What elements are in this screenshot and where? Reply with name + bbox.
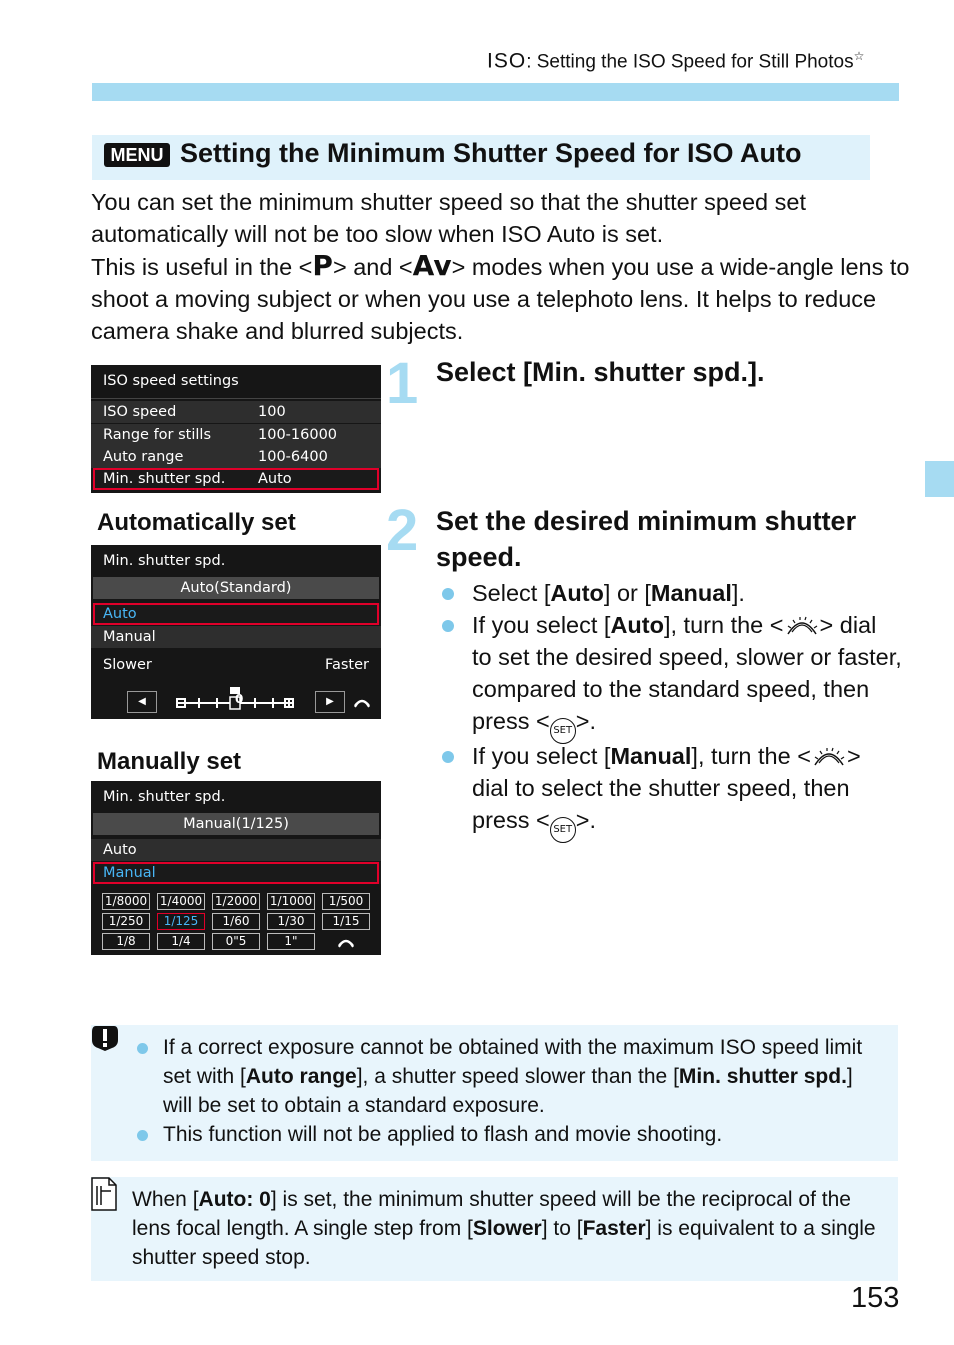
shutter-speed-cell[interactable]: 1/4 — [157, 933, 205, 950]
row-label: Auto range — [103, 449, 184, 465]
step-number-1: 1 — [386, 351, 419, 416]
right-arrow-button[interactable] — [315, 691, 345, 713]
bullet-dot — [442, 588, 454, 600]
row-value: 100-16000 — [258, 427, 338, 443]
option-label: Auto — [103, 606, 137, 622]
text: When [ — [132, 1188, 199, 1211]
shutter-speed-cell[interactable]: 1/250 — [102, 913, 150, 930]
selection-frame — [93, 468, 379, 490]
menu-row[interactable] — [91, 424, 381, 446]
screen-title-text: ISO speed settings — [103, 373, 239, 389]
faster-label: Faster — [324, 657, 369, 673]
intro-text — [91, 186, 911, 347]
dial-icon — [353, 695, 371, 709]
option-label: Auto — [103, 842, 137, 858]
text-bold: Auto range — [245, 1065, 357, 1088]
caution-text — [163, 1033, 882, 1120]
text: > dial to select the shutter speed, then press < — [472, 743, 861, 833]
text: ], turn the < — [663, 612, 784, 638]
dial-icon — [337, 935, 355, 949]
text: ] to [ — [541, 1217, 583, 1240]
menu-icon: MENU — [104, 143, 170, 167]
memo-icon — [91, 1177, 117, 1211]
text: If you select [ — [472, 743, 611, 769]
right-arrow-icon: ▶ — [326, 696, 334, 707]
intro-paragraph-1: You can set the minimum shutter speed so that the shutter speed set automatically will not be too slow when ISO Auto is set. — [91, 189, 806, 247]
text: ], turn the < — [691, 743, 811, 769]
shutter-speed-cell[interactable]: 1/4000 — [157, 893, 205, 910]
text-bold: Min. shutter spd. — [678, 1065, 847, 1088]
bullet-text — [472, 609, 902, 744]
bullet-1 — [442, 577, 902, 611]
iso-symbol: ISO — [487, 49, 527, 73]
caution-note — [91, 1025, 898, 1161]
text: ], a shutter speed slower than the [ — [356, 1065, 679, 1088]
iso-settings-screen — [91, 365, 381, 493]
caution-bullet-2 — [137, 1120, 882, 1149]
bullet-dot — [137, 1130, 148, 1141]
bullet-3 — [442, 740, 902, 840]
shutter-speed-cell-selected[interactable]: 1/125 — [157, 913, 205, 930]
step-2-title: Set the desired minimum shutter speed. — [436, 506, 857, 572]
header-title: : Setting the ISO Speed for Still Photos — [526, 51, 854, 73]
main-dial-icon — [784, 614, 820, 636]
manual-set-screen — [91, 781, 381, 955]
running-header — [487, 49, 864, 73]
step-1-title: Select [Min. shutter spd.]. — [436, 357, 765, 387]
text: >. — [575, 807, 596, 833]
row-label: Range for stills — [103, 427, 211, 443]
text: If you select [ — [472, 612, 611, 638]
shutter-speed-cell[interactable]: 0"5 — [212, 933, 260, 950]
page-number: 153 — [851, 1282, 900, 1314]
auto-set-heading: Automatically set — [97, 509, 296, 536]
bullet-text — [472, 577, 902, 609]
section-title: Setting the Minimum Shutter Speed for ISO Auto — [180, 138, 802, 168]
shutter-speed-cell[interactable]: 1/15 — [322, 913, 370, 930]
row-label: ISO speed — [103, 404, 177, 420]
shutter-speed-cell[interactable]: 1/60 — [212, 913, 260, 930]
caution-icon — [90, 1024, 120, 1052]
text: ] is equivalent to a single shutter speed stop. — [132, 1217, 876, 1269]
shutter-speed-cell[interactable]: 1" — [267, 933, 315, 950]
text: If a correct exposure cannot be obtained with the maximum ISO speed limit set with [ — [163, 1036, 863, 1088]
bullet-dot — [442, 751, 454, 763]
bullet-dot — [442, 620, 454, 632]
header-bar — [92, 83, 899, 101]
intro-paragraph-2 — [91, 250, 911, 347]
text-bold: Auto — [610, 612, 664, 638]
selection-frame — [93, 862, 379, 884]
row-value: 100-6400 — [258, 449, 328, 465]
shutter-speed-cell[interactable]: 1/8000 — [102, 893, 150, 910]
text: Select [ — [472, 580, 551, 606]
current-setting: Auto(Standard) — [93, 577, 379, 599]
text: >. — [575, 708, 596, 734]
text-bold: Auto — [550, 580, 604, 606]
text: ]. — [731, 580, 745, 606]
screen-title — [91, 786, 381, 808]
text: ] is set, the minimum shutter speed will be the reciprocal of the lens focal length. A single step from [ — [132, 1188, 851, 1240]
memo-note — [91, 1177, 898, 1281]
bullet-text — [472, 740, 902, 843]
chapter-tab — [925, 461, 954, 497]
text-bold: Auto: 0 — [198, 1188, 271, 1211]
shutter-speed-cell[interactable]: 1/2000 — [212, 893, 260, 910]
row-value: Auto — [258, 471, 292, 487]
auto-set-screen — [91, 545, 381, 719]
option-auto[interactable] — [91, 839, 381, 861]
row-label: Min. shutter spd. — [103, 471, 226, 487]
text: > dial to set the desired speed, slower or faster, compared to the standard speed, then press < — [472, 612, 902, 734]
screen-title — [91, 370, 381, 392]
shutter-speed-cell[interactable]: 1/1000 — [267, 893, 315, 910]
bullet-2 — [442, 609, 902, 739]
current-setting: Manual(1/125) — [93, 813, 379, 835]
set-button-icon: SET — [550, 817, 576, 843]
selection-frame — [93, 603, 379, 625]
screen-title-text: Min. shutter spd. — [103, 553, 226, 569]
divider — [91, 398, 381, 399]
memo-text — [132, 1185, 887, 1272]
caution-bullet-1 — [137, 1033, 882, 1120]
scale-zero-label: 0 — [235, 692, 244, 706]
main-dial-icon — [811, 745, 847, 767]
star-icon: ☆ — [853, 49, 865, 63]
row-value: 100 — [258, 404, 286, 420]
text: ] or [ — [603, 580, 651, 606]
screen-title — [91, 550, 381, 572]
shutter-speed-cell[interactable]: 1/8 — [102, 933, 150, 950]
mode-av-icon: Av — [412, 249, 452, 282]
step-number-2: 2 — [386, 498, 419, 563]
mode-p-icon: P — [312, 249, 333, 282]
screen-title-text: Min. shutter spd. — [103, 789, 226, 805]
menu-row[interactable] — [91, 401, 381, 423]
menu-row[interactable] — [91, 446, 381, 468]
intro-text-c: > modes when you use a wide-angle lens to shoot a moving subject or when you use a telephoto lens. It helps to reduce camera shake and blurred subjects. — [91, 254, 910, 344]
left-arrow-icon: ◀ — [138, 696, 146, 707]
text-bold: Manual — [650, 580, 732, 606]
set-button-icon: SET — [550, 718, 576, 744]
text-bold: Slower — [472, 1217, 542, 1240]
text: ] will be set to obtain a standard exposure. — [163, 1065, 853, 1117]
shutter-speed-cell[interactable]: 1/500 — [322, 893, 370, 910]
slower-label: Slower — [103, 657, 152, 673]
left-arrow-button[interactable] — [127, 691, 157, 713]
text-bold: Manual — [610, 743, 692, 769]
shutter-speed-cell[interactable]: 1/30 — [267, 913, 315, 930]
option-manual[interactable] — [91, 626, 381, 648]
option-label: Manual — [103, 629, 156, 645]
section-heading — [92, 135, 870, 180]
intro-text-a: This is useful in the < — [91, 254, 313, 280]
text-bold: Faster — [582, 1217, 646, 1240]
caution-text: This function will not be applied to flash and movie shooting. — [163, 1123, 723, 1146]
bullet-dot — [137, 1043, 148, 1054]
manual-set-heading: Manually set — [97, 748, 242, 775]
scale-labels — [91, 654, 381, 676]
intro-text-b: > and < — [332, 254, 413, 280]
option-label: Manual — [103, 865, 156, 881]
